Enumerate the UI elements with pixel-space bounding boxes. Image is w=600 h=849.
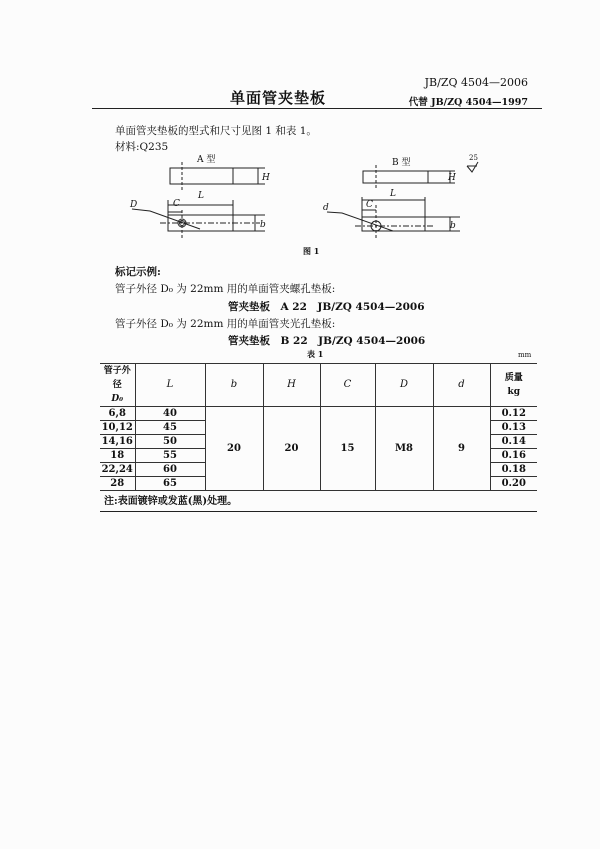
dim-L-a: L [198,191,204,201]
cell-mass: 0.14 [490,435,537,449]
cell-L: 40 [135,407,205,421]
dim-b-a: b [260,220,266,230]
table-header-row [100,364,537,407]
replaces-standard: 代替 JB/ZQ 4504—1997 [408,97,528,108]
dim-C-b: C [366,200,373,210]
dim-b-b: b [450,221,456,231]
dim-H-b: H [448,173,456,183]
header-H: H [263,364,320,407]
roughness-symbol: 25 [469,154,478,162]
header-L: L [135,364,205,407]
type-b-label: B 型 [392,158,411,168]
figure-1 [110,150,510,260]
cell-mass: 0.12 [490,407,537,421]
table-note: 注:表面镀锌或发蓝(黑)处理。 [100,491,537,512]
cell-d0: 6,8 [100,407,135,421]
dim-L-b: L [390,189,396,199]
cell-d0: 22,24 [100,463,135,477]
dim-D: D [130,200,138,210]
dim-C-a: C [173,199,180,209]
cell-d0: 10,12 [100,421,135,435]
table-caption: 表 1 [307,349,324,359]
cell-mass: 0.20 [490,477,537,491]
cell-d0: 28 [100,477,135,491]
cell-d0: 14,16 [100,435,135,449]
figure-caption: 图 1 [303,246,320,256]
table-row [100,407,537,421]
cell-L: 55 [135,449,205,463]
intro-text: 单面管夹垫板的型式和尺寸见图 1 和表 1。 [115,125,317,137]
cell-D: M8 [375,407,433,491]
marking-heading: 标记示例: [115,266,161,278]
cell-L: 50 [135,435,205,449]
header-d0: 管子外径 D₀ [100,364,135,407]
example-2-desc: 管子外径 D₀ 为 22mm 用的单面管夹光孔垫板: [115,318,336,330]
header-rule [92,108,542,109]
cell-C: 15 [320,407,375,491]
cell-d: 9 [433,407,490,491]
table-unit: mm [518,351,532,359]
material-text: 材料:Q235 [115,141,169,153]
cell-L: 45 [135,421,205,435]
type-a-label: A 型 [197,155,216,165]
dim-d: d [323,203,329,213]
dimension-table [100,363,537,512]
header-D: D [375,364,433,407]
header-C: C [320,364,375,407]
example-1-desc: 管子外径 D₀ 为 22mm 用的单面管夹螺孔垫板: [115,283,336,295]
cell-d0: 18 [100,449,135,463]
dim-H-a: H [262,173,270,183]
cell-mass: 0.18 [490,463,537,477]
header-b: b [205,364,263,407]
cell-L: 60 [135,463,205,477]
example-2-mark: 管夹垫板 B 22 JB/ZQ 4504—2006 [228,335,426,347]
example-1-mark: 管夹垫板 A 22 JB/ZQ 4504—2006 [228,301,425,313]
cell-b: 20 [205,407,263,491]
cell-mass: 0.16 [490,449,537,463]
standard-number: JB/ZQ 4504—2006 [424,76,528,89]
table-note-row [100,491,537,512]
cell-L: 65 [135,477,205,491]
header-mass: 质量 kg [490,364,537,407]
header-d: d [433,364,490,407]
cell-H: 20 [263,407,320,491]
cell-mass: 0.13 [490,421,537,435]
page-title: 单面管夹垫板 [230,89,327,107]
